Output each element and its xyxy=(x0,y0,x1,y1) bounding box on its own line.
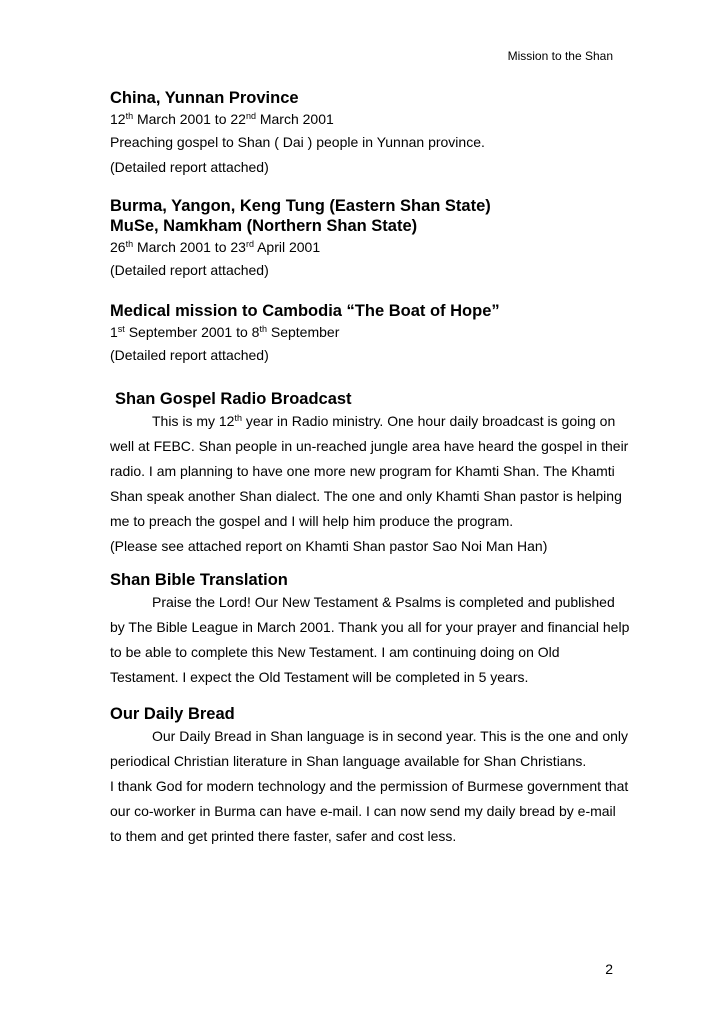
report-note: (Detailed report attached) xyxy=(110,262,269,278)
section-daily-bread xyxy=(110,704,630,849)
report-note: (Please see attached report on Khamti Shan pastor Sao Noi Man Han) xyxy=(110,538,548,554)
report-note: (Detailed report attached) xyxy=(110,159,269,175)
document-body xyxy=(110,88,630,849)
section-bible-translation xyxy=(110,570,630,690)
section-radio xyxy=(110,389,630,559)
section-heading: Medical mission to Cambodia “The Boat of Hope” xyxy=(110,302,500,320)
body-paragraph: This is my 12th year in Radio ministry. One hour daily broadcast is going on well at FEBC. Shan people in un-reached jungle area have heard the gospel in their radio. I am planning to have one more new program for Khamti Shan. The Khamti Shan speak another Shan dialect. The one and only Khamti Shan pastor is helping me to preach the gospel and I will help him produce the program. xyxy=(110,413,629,529)
page-number: 2 xyxy=(605,961,613,977)
section-heading: Shan Bible Translation xyxy=(110,571,288,589)
section-burma xyxy=(110,196,630,283)
section-heading: Our Daily Bread xyxy=(110,705,235,723)
body-line: Preaching gospel to Shan ( Dai ) people in Yunnan province. xyxy=(110,134,485,150)
section-heading-line2: MuSe, Namkham (Northern Shan State) xyxy=(110,217,418,235)
date-range: 26th March 2001 to 23rd April 2001 xyxy=(110,239,321,255)
section-china xyxy=(110,88,630,180)
date-range: 1st September 2001 to 8th September xyxy=(110,324,340,340)
body-paragraph: I thank God for modern technology and the permission of Burmese government that our co-worker in Burma can have e-mail. I can now send my daily bread by e-mail to them and get printed there faster, safer and cost less. xyxy=(110,778,629,844)
running-header: Mission to the Shan xyxy=(507,49,613,63)
section-cambodia xyxy=(110,301,630,368)
section-heading: Burma, Yangon, Keng Tung (Eastern Shan State) xyxy=(110,197,491,215)
section-heading: China, Yunnan Province xyxy=(110,89,299,107)
body-paragraph: Our Daily Bread in Shan language is in second year. This is the one and only periodical Christian literature in Shan language available for Shan Christians. xyxy=(110,728,629,769)
body-paragraph: Praise the Lord! Our New Testament & Psalms is completed and published by The Bible League in March 2001. Thank you all for your prayer and financial help to be able to complete this New Testament. I am continuing doing on Old Testament. I expect the Old Testament will be completed in 5 years. xyxy=(110,594,630,685)
report-note: (Detailed report attached) xyxy=(110,347,269,363)
section-heading: Shan Gospel Radio Broadcast xyxy=(115,390,352,408)
date-range: 12th March 2001 to 22nd March 2001 xyxy=(110,111,334,127)
